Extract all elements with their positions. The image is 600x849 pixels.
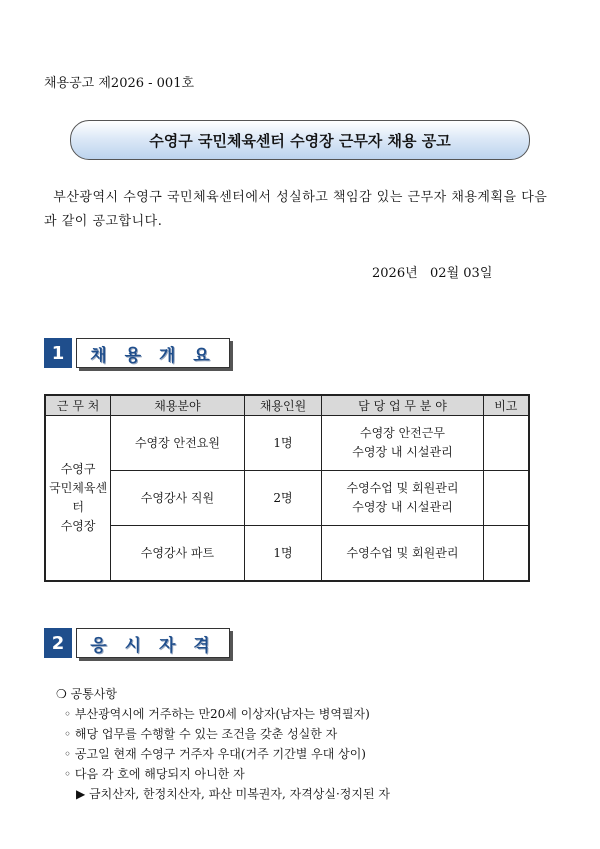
table-row — [45, 416, 529, 471]
table-header-row — [45, 395, 529, 416]
note-cell — [483, 416, 529, 471]
duty-line: 수영장 안전근무 — [360, 426, 445, 440]
section-number: 1 — [44, 338, 72, 368]
count-cell: 2명 — [244, 471, 322, 526]
field-cell: 수영강사 파트 — [111, 526, 244, 582]
table-row — [45, 526, 529, 582]
section-label: 채 용 개 요 — [76, 338, 230, 368]
header-field: 채용분야 — [111, 395, 244, 416]
workplace-cell — [45, 416, 111, 582]
duty-cell — [322, 416, 483, 471]
intro-text: 부산광역시 수영구 국민체육센터에서 성실하고 책임감 있는 근무자 채용계획을 다음과 같이 공고합니다. — [44, 190, 548, 229]
duty-cell — [322, 471, 483, 526]
qualification-heading: ❍ 공통사항 — [56, 687, 117, 701]
section-heading-1 — [44, 338, 230, 368]
note-cell — [483, 526, 529, 582]
list-item: ◦ 공고일 현재 수영구 거주자 우대(거주 기간별 우대 상이) — [64, 747, 366, 761]
duty-line: 수영수업 및 회원관리 — [346, 481, 459, 495]
qualification-list — [56, 684, 390, 804]
recruitment-table — [44, 394, 530, 582]
list-item: ◦ 해당 업무를 수행할 수 있는 조건을 갖춘 성실한 자 — [64, 727, 338, 741]
section-heading-2 — [44, 628, 230, 658]
list-sub-item: ▶ 금치산자, 한정치산자, 파산 미복권자, 자격상실·정지된 자 — [76, 787, 390, 801]
duty-line: 수영수업 및 회원관리 — [346, 545, 459, 560]
page-title — [70, 120, 530, 160]
notice-date: 2026년 02월 03일 — [372, 266, 493, 281]
notice-number: 채용공고 제2026 - 001호 — [44, 76, 195, 91]
list-item: ◦ 다음 각 호에 해당되지 아니한 자 — [64, 767, 245, 781]
header-count: 채용인원 — [244, 395, 322, 416]
note-cell — [483, 471, 529, 526]
list-item: ◦ 부산광역시에 거주하는 만20세 이상자(남자는 병역필자) — [64, 707, 370, 721]
section-number: 2 — [44, 628, 72, 658]
duty-cell — [322, 526, 483, 582]
count-cell: 1명 — [244, 526, 322, 582]
page-title-text: 수영구 국민체육센터 수영장 근무자 채용 공고 — [149, 131, 451, 150]
header-duty: 담 당 업 무 분 야 — [322, 395, 483, 416]
intro-paragraph — [44, 186, 560, 234]
field-cell: 수영강사 직원 — [111, 471, 244, 526]
count-cell: 1명 — [244, 416, 322, 471]
section-label: 응 시 자 격 — [76, 628, 230, 658]
workplace-line: 국민체육센터 — [49, 481, 108, 514]
workplace-line: 수영구 — [60, 462, 96, 476]
table-row — [45, 471, 529, 526]
field-cell: 수영장 안전요원 — [111, 416, 244, 471]
workplace-line: 수영장 — [60, 519, 96, 533]
duty-line: 수영장 내 시설관리 — [352, 500, 453, 514]
duty-line: 수영장 내 시설관리 — [352, 445, 453, 459]
header-workplace: 근 무 처 — [45, 395, 111, 416]
header-note: 비고 — [483, 395, 529, 416]
